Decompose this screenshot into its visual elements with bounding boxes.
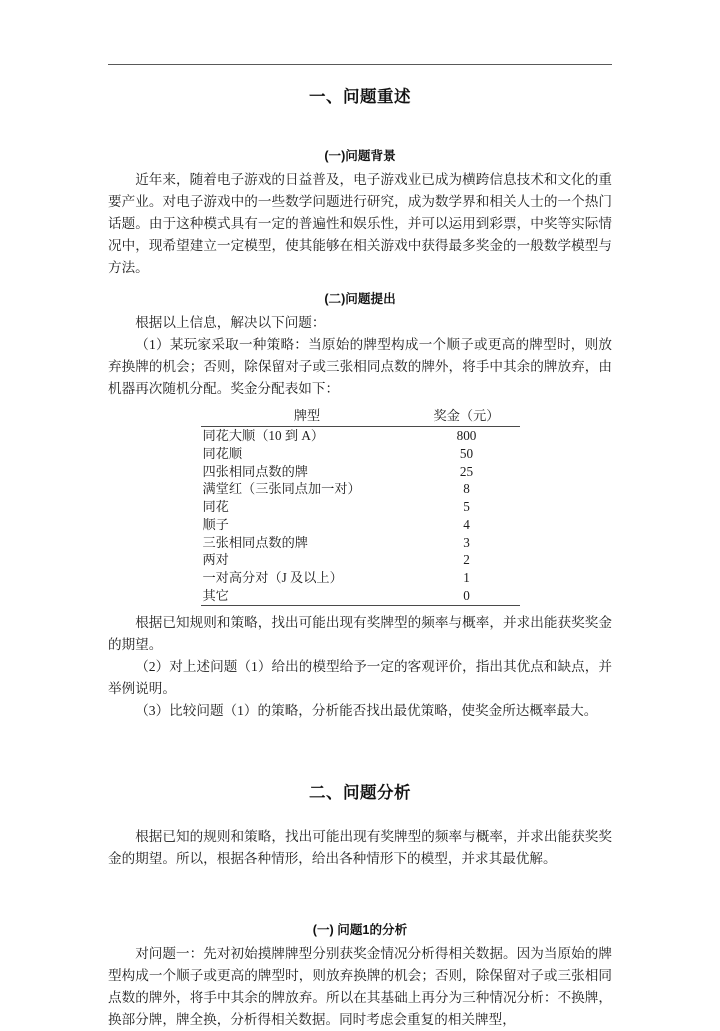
section-1-title: 一、问题重述 [309, 88, 411, 106]
table-row [201, 480, 520, 498]
prize-table-body [201, 426, 520, 605]
cell-prize: 50 [459, 445, 474, 461]
cell-prize: 5 [463, 499, 470, 515]
document-content [108, 86, 612, 1031]
header-rule [108, 64, 612, 65]
cell-hand: 其它 [201, 587, 414, 605]
spacer [108, 762, 612, 782]
cell-prize: 0 [414, 587, 520, 605]
problem-intro-paragraph: 根据以上信息，解决以下问题： [135, 315, 326, 331]
cell-hand: 两对 [202, 552, 229, 568]
cell-hand: 四张相同点数的牌 [202, 463, 308, 479]
cell-hand: 同花顺 [202, 445, 243, 461]
table-row [201, 426, 520, 444]
section-2-sub-1-paragraph: 对问题一：先对初始摸牌牌型分别获奖金情况分析得相关数据。因为当原始的牌型构成一个顺子或更高的牌型时，则放弃换牌的机会；否则，除保留对子或三张相同点数的牌外，将手中其余的牌放弃。所以在其基础上再分为三种情况分析：不换牌，换部分牌，牌全换，分析得相关数据。同时考虑会重复的相关牌型， [108, 945, 612, 1027]
cell-hand: 满堂红（三张同点加一对） [202, 481, 361, 497]
prize-table-wrapper [108, 408, 612, 605]
table-row [201, 569, 520, 587]
cell-hand: 同花大顺（10 到 A） [202, 427, 325, 443]
spacer [108, 722, 612, 762]
column-header-prize: 奖金（元） [414, 408, 520, 426]
table-row [201, 533, 520, 551]
column-header-hand: 牌型 [201, 408, 414, 426]
cell-prize: 25 [459, 463, 474, 479]
problem-1-followup: 根据已知规则和策略，找出可能出现有奖牌型的频率与概率，并求出能获奖奖金的期望。 [108, 614, 612, 652]
cell-hand: 同花 [202, 499, 229, 515]
spacer [108, 870, 612, 910]
problem-1-statement: （1）某玩家采取一种策略：当原始的牌型构成一个顺子或更高的牌型时，则放弃换牌的机会；否则，除保留对子或三张相同点数的牌外，将手中其余的牌放弃，由机器再次随机分配。奖金分配表如下： [108, 337, 612, 397]
section-2-title: 二、问题分析 [309, 783, 411, 802]
cell-prize: 3 [463, 534, 470, 550]
table-row [201, 444, 520, 462]
cell-hand: 三张相同点数的牌 [202, 534, 308, 550]
cell-hand: 一对高分对（J 及以上） [202, 570, 343, 586]
table-row [201, 551, 520, 569]
table-row [201, 516, 520, 534]
cell-prize: 2 [463, 552, 470, 568]
table-row [201, 498, 520, 516]
section-1-sub-1-paragraph: 近年来，随着电子游戏的日益普及，电子游戏业已成为横跨信息技术和文化的重要产业。对电子游戏中的一些数学问题进行研究，成为数学界和相关人士的一个热门话题。由于这种模式具有一定的普遍性和娱乐性，并可以运用到彩票，中奖等实际情况中，现希望建立一定模型，使其能够在相关游戏中获得最多奖金的一般数学模型与方法。 [108, 172, 612, 276]
table-row [201, 462, 520, 480]
cell-prize: 4 [463, 516, 470, 532]
cell-hand: 顺子 [202, 516, 229, 532]
table-header-row [201, 408, 520, 426]
prize-table-head [201, 408, 520, 426]
spacer [108, 400, 612, 408]
section-2-paragraph: 根据已知的规则和策略，找出可能出现有奖牌型的频率与概率，并求出能获奖奖金的期望。所以，根据各种情形，给出各种情形下的模型，并求其最优解。 [108, 828, 612, 866]
section-2-sub-1-heading: (一) 问题1的分析 [312, 922, 408, 937]
cell-prize: 8 [463, 481, 470, 497]
spacer [108, 108, 612, 148]
section-1-sub-1-heading: (一)问题背景 [324, 149, 396, 164]
section-1-sub-2-heading: (二)问题提出 [324, 292, 396, 307]
spacer [108, 910, 612, 922]
table-row [201, 587, 520, 605]
spacer [108, 804, 612, 826]
problem-2-statement: （2）对上述问题（1）给出的模型给予一定的客观评价，指出其优点和缺点，并举例说明。 [108, 658, 612, 696]
problem-3-statement: （3）比较问题（1）的策略，分析能否找出最优策略，使奖金所达概率最大。 [135, 702, 598, 718]
cell-prize: 1 [463, 570, 470, 586]
prize-distribution-table [201, 408, 520, 605]
spacer [108, 279, 612, 291]
cell-prize: 800 [456, 427, 477, 443]
